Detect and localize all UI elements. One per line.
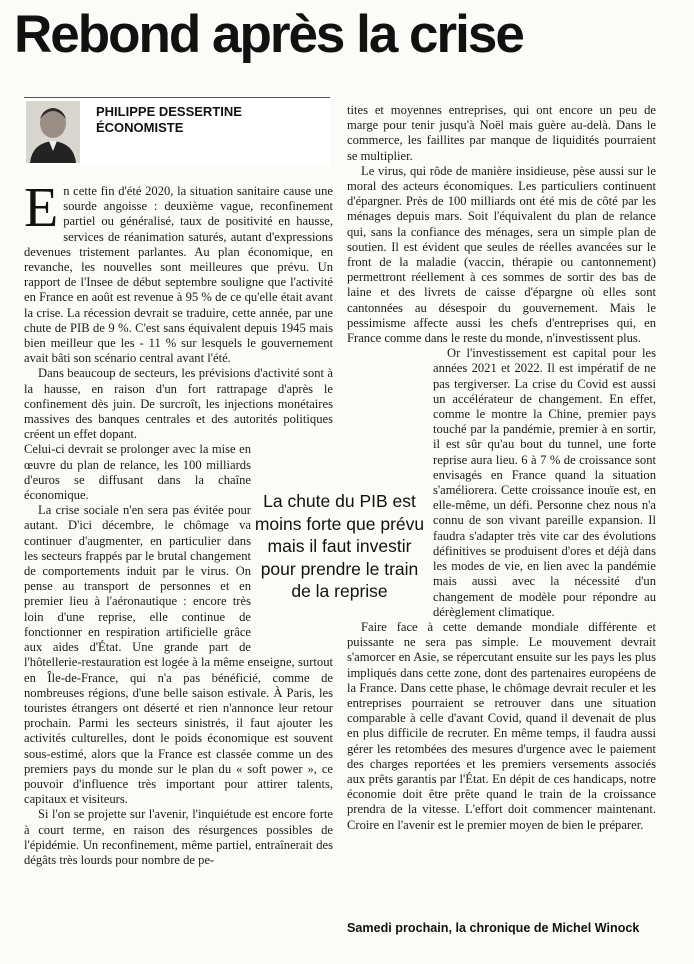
paragraph: Si l'on se projette sur l'avenir, l'inquiétude est encore forte à court terme, en raison des résurgences possibles de l'épidémie. Un reconfinement, même partiel, entraînerait des dégâts très lourds pour nombre de pe- [24, 807, 333, 867]
author-portrait [26, 101, 80, 163]
paragraph: La crise sociale n'en sera pas évitée pour autant. D'ici décembre, le chômage va continuer d'augmenter, en particulier dans les secteurs frappés par le brutal changement de comportements induit par le virus. On pense au transport de personnes et en premier lieu à l'aéronautique : encore très loin d'une reprise, elle continue de fonctionner en respiration artificielle grâce aux aides d'État. Une grande part de l'hôtellerie-restauration est logée à la même enseigne, surtout en Île-de-France, qui n'a pas bénéficié, comme de nombreuses régions, d'une belle saison estivale. À Paris, les touristes étrangers ont déserté et rien n'annonce leur retour prochain. Parmi les secteurs sinistrés, il faut ajouter les activités culturelles, dont le poids économique est souvent sous-estimé, alors que la France est classée comme un des premiers pays du monde sur le plan du « soft power », ce pouvoir d'influence très important pour attirer talents, capitaux et visiteurs. [24, 503, 333, 807]
author-role: ÉCONOMISTE [96, 120, 184, 135]
paragraph: Celui-ci devrait se prolonger avec la mise en œuvre du plan de relance, les 100 milliards d'euros se diffusant dans la chaîne économique. [24, 442, 251, 503]
byline [24, 97, 330, 165]
paragraph: Dans beaucoup de secteurs, les prévisions d'activité sont à la hausse, en raison d'un fort rattrapage d'après le confinement dès juin. De surcroît, les injections monétaires massives des banques centrales et des autorités politiques créent un effet dopant. [24, 366, 333, 442]
pull-quote: La chute du PIB est moins forte que prévu mais il faut investir pour prendre le train de la reprise [254, 491, 425, 601]
paragraph: Le virus, qui rôde de manière insidieuse, pèse aussi sur le moral des acteurs économiques. Les particuliers continuent d'épargner. Près de 100 milliards ont été mis de côté par les ménages depuis mars. Soit l'équivalent du plan de relance qui, sans la confiance des ménages, sera un simple plan de soutien. Il est évident que seules de réelles avancées sur le front de la maladie (vaccin, thérapie ou cantonnement) permettront réellement à ces sommes de sortir des bas de laine et des livrets de caisse d'épargne où elles sont cantonnées au désespoir du gouvernement. Mais le pessimisme affecte aussi les chefs d'entreprises qui, en France comme dans le reste du monde, n'investissent plus. [347, 163, 656, 346]
paragraph: n cette fin d'été 2020, la situation sanitaire cause une sourde angoisse : deuxième vague, reconfinement partiel ou généralisé, taux de positivité en hausse, services de réanimation saturés, autant d'expressions devenues tristement parlantes. Au plan économique, en revanche, les nouvelles sont meilleures que prévu. Un rapport de l'Insee de début septembre souligne que l'activité en France en août est revenue à 95 % de ce qu'elle était avant la crise. La récession devrait se traduire, cette année, par une chute de PIB de 9 %. C'est sans équivalent depuis 1945 mais bien meilleur que les - 11 % sur lesquels le gouvernement avait bâti son scénario central avant l'été. [24, 184, 333, 366]
paragraph: Faire face à cette demande mondiale différente et puissante ne sera pas simple. Le mouvement devrait s'amorcer en Asie, se répercutant ensuite sur les pays les plus impliqués dans cette zone, dont des partenaires européens de la France. Dans cette phase, le chômage devrait reculer et les entreprises pourraient se retrouver dans une situation comparable à celle d'avant Covid, quand il devenait de plus en plus difficile de recruter. En même temps, il faudra aussi gérer les retombées des mesures d'urgence avec le paiement des charges reportées et les premiers versements associés aux prêts garantis par l'État. En dépit de ces handicaps, notre économie doit être prête quand le train de la croissance prendra de la vitesse. L'effort doit commencer maintenant. Croire en l'avenir est le premier moyen de bien le préparer. [347, 619, 656, 832]
headline: Rebond après la crise [14, 5, 523, 64]
column-2 [347, 103, 656, 833]
author-name: PHILIPPE DESSERTINE [96, 104, 242, 119]
paragraph: Or l'investissement est capital pour les années 2021 et 2022. Il est impératif de ne pas tergiverser. La crise du Covid est aussi un accélérateur de changement. En effet, comme le montre la Chine, premier pays touché par la pandémie, premier à en sortir, il est sûr qu'au bout du tunnel, une forte reprise aura lieu. 6 à 7 % de croissance sont envisagés en France quand la situation s'améliorera. Cette croissance inouïe est, en elle-même, un défi. Personne chez nous n'a connu de son vivant pareille expansion. Il faudra s'adapter très vite car des évolutions définitives se produisent d'ores et déjà dans les modes de vie, en lien avec la pandémie mais aussi avec la nécessité d'un changement de modèle pour répondre au dérèglement climatique. [433, 346, 656, 619]
paragraph: tites et moyennes entreprises, qui ont encore un peu de marge pour tenir jusqu'à Noël mais guère au-delà. Dans le commerce, les faillites par manque de liquidités pourraient se multiplier. [347, 103, 656, 163]
next-column-teaser: Samedi prochain, la chronique de Michel Winock [347, 921, 640, 935]
drop-cap: E [24, 177, 59, 239]
